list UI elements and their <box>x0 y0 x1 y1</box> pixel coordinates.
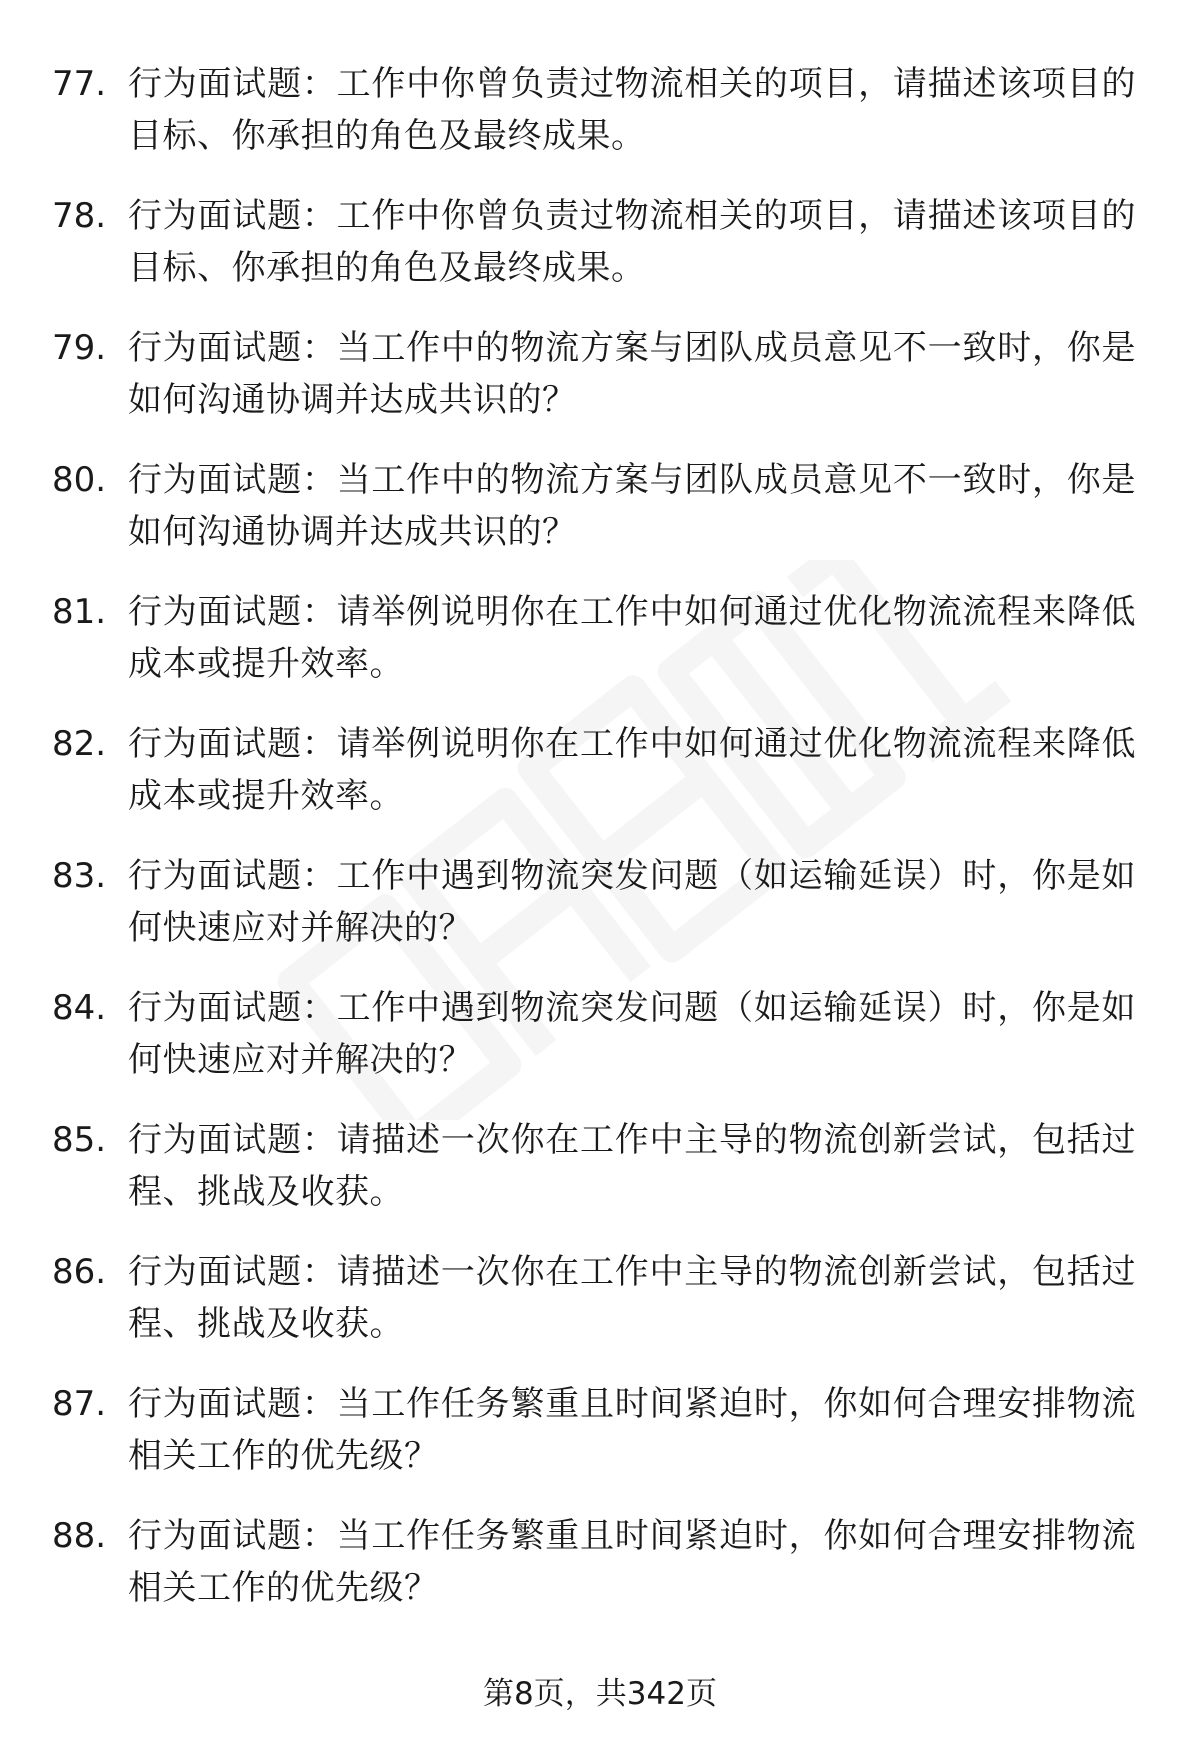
question-text: 行为面试题：请举例说明你在工作中如何通过优化物流流程来降低成本或提升效率。 <box>128 592 1136 684</box>
question-text: 行为面试题：工作中你曾负责过物流相关的项目，请描述该项目的目标、你承担的角色及最终成果。 <box>128 196 1136 288</box>
list-item <box>0 1378 1200 1510</box>
question-text: 行为面试题：工作中遇到物流突发问题（如运输延误）时，你是如何快速应对并解决的？ <box>128 856 1136 948</box>
page-number-footer: 第8页，共342页 <box>483 1676 717 1712</box>
question-number: 84. <box>52 988 107 1028</box>
question-number: 88. <box>52 1516 107 1556</box>
question-number: 77. <box>52 64 107 104</box>
list-item <box>0 454 1200 586</box>
list-item <box>0 190 1200 322</box>
list-item <box>0 58 1200 190</box>
question-number: 80. <box>52 460 107 500</box>
question-number: 82. <box>52 724 107 764</box>
question-number: 86. <box>52 1252 107 1292</box>
list-item <box>0 850 1200 982</box>
question-list <box>0 58 1200 1642</box>
list-item <box>0 1246 1200 1378</box>
question-text: 行为面试题：当工作任务繁重且时间紧迫时，你如何合理安排物流相关工作的优先级？ <box>128 1516 1136 1608</box>
question-number: 81. <box>52 592 107 632</box>
list-item <box>0 718 1200 850</box>
question-text: 行为面试题：当工作中的物流方案与团队成员意见不一致时，你是如何沟通协调并达成共识的？ <box>128 328 1136 420</box>
list-item <box>0 982 1200 1114</box>
list-item <box>0 322 1200 454</box>
question-number: 85. <box>52 1120 107 1160</box>
question-number: 83. <box>52 856 107 896</box>
list-item <box>0 586 1200 718</box>
list-item <box>0 1510 1200 1642</box>
list-item <box>0 1114 1200 1246</box>
question-text: 行为面试题：工作中遇到物流突发问题（如运输延误）时，你是如何快速应对并解决的？ <box>128 988 1136 1080</box>
question-text: 行为面试题：工作中你曾负责过物流相关的项目，请描述该项目的目标、你承担的角色及最终成果。 <box>128 64 1136 156</box>
question-number: 87. <box>52 1384 107 1424</box>
question-number: 78. <box>52 196 107 236</box>
question-text: 行为面试题：请描述一次你在工作中主导的物流创新尝试，包括过程、挑战及收获。 <box>128 1252 1136 1344</box>
question-text: 行为面试题：请描述一次你在工作中主导的物流创新尝试，包括过程、挑战及收获。 <box>128 1120 1136 1212</box>
question-text: 行为面试题：请举例说明你在工作中如何通过优化物流流程来降低成本或提升效率。 <box>128 724 1136 816</box>
question-text: 行为面试题：当工作任务繁重且时间紧迫时，你如何合理安排物流相关工作的优先级？ <box>128 1384 1136 1476</box>
question-number: 79. <box>52 328 107 368</box>
question-text: 行为面试题：当工作中的物流方案与团队成员意见不一致时，你是如何沟通协调并达成共识的？ <box>128 460 1136 552</box>
